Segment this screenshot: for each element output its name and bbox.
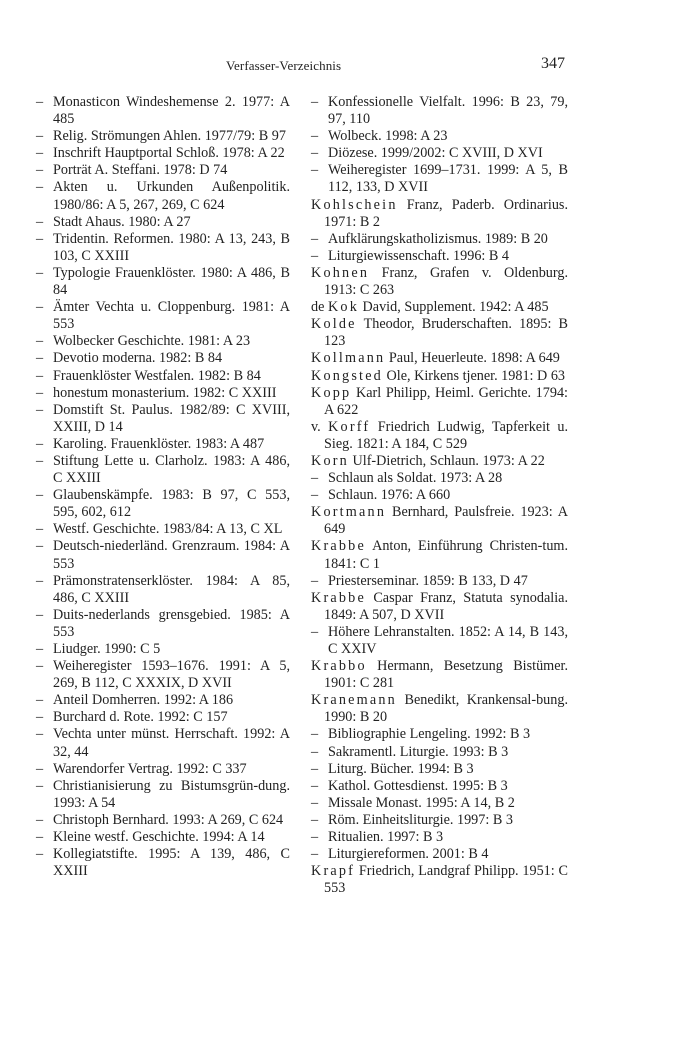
entry-text: Liturg. Bücher. 1994: B 3 bbox=[328, 760, 474, 777]
author-name: Kohlschein bbox=[311, 196, 398, 213]
dash-marker: – bbox=[36, 572, 44, 589]
entry-text: Priesterseminar. 1859: B 133, D 47 bbox=[328, 572, 528, 589]
dash-marker: – bbox=[311, 811, 319, 828]
dash-marker: – bbox=[36, 760, 44, 777]
entry-text: Friedrich, Landgraf Philipp. 1951: C 553 bbox=[324, 863, 568, 897]
entry-text: Liudger. 1990: C 5 bbox=[53, 641, 161, 657]
dash-marker: – bbox=[311, 94, 319, 110]
index-subentry bbox=[311, 846, 568, 863]
index-subentry bbox=[311, 829, 568, 846]
entry-text: Stadt Ahaus. 1980: A 27 bbox=[53, 213, 191, 230]
entry-text: Frauenklöster Westfalen. 1982: B 84 bbox=[53, 367, 261, 384]
index-subentry bbox=[36, 128, 290, 145]
entry-text: Monasticon Windeshemense 2. 1977: A 485 bbox=[53, 94, 290, 128]
entry-text: Tridentin. Reformen. 1980: A 13, 243, B 103, C XXIII bbox=[53, 230, 290, 264]
dash-marker: – bbox=[36, 333, 44, 350]
index-subentry bbox=[36, 692, 290, 709]
dash-marker: – bbox=[311, 230, 319, 247]
dash-marker: – bbox=[36, 435, 44, 452]
author-name: Krabbe bbox=[311, 538, 366, 555]
entry-text: Hermann, Besetzung Bistümer. 1901: C 281 bbox=[324, 658, 568, 692]
entry-text: Kleine westf. Geschichte. 1994: A 14 bbox=[53, 829, 265, 846]
index-entry bbox=[311, 504, 568, 538]
entry-text: Benedikt, Krankensal-bung. 1990: B 20 bbox=[324, 692, 568, 726]
entry-text: Weiheregister 1593–1676. 1991: A 5, 269, B 112, C XXXIX, D XVII bbox=[53, 658, 290, 692]
author-name: Kranemann bbox=[311, 692, 397, 709]
index-subentry bbox=[36, 265, 290, 299]
index-subentry bbox=[36, 658, 290, 692]
entry-text: Westf. Geschichte. 1983/84: A 13, C XL bbox=[53, 521, 283, 538]
author-name: Kok bbox=[327, 299, 359, 316]
index-subentry bbox=[311, 761, 568, 778]
entry-text: Burchard d. Rote. 1992: C 157 bbox=[53, 709, 228, 726]
dash-marker: – bbox=[36, 777, 44, 794]
dash-marker: – bbox=[36, 658, 44, 675]
entry-text: Ritualien. 1997: B 3 bbox=[328, 829, 444, 846]
index-subentry bbox=[36, 94, 290, 128]
entry-text: Kathol. Gottesdienst. 1995: B 3 bbox=[328, 777, 508, 794]
dash-marker: – bbox=[36, 538, 44, 555]
author-name: Krabbe bbox=[311, 589, 366, 606]
index-entry bbox=[311, 692, 568, 726]
entry-text: Relig. Strömungen Ahlen. 1977/79: B 97 bbox=[53, 128, 286, 145]
entry-text: Kollegiatstifte. 1995: A 139, 486, C XXIII bbox=[53, 846, 290, 880]
entry-text: Wolbeck. 1998: A 23 bbox=[328, 128, 448, 145]
dash-marker: – bbox=[36, 179, 44, 196]
dash-marker: – bbox=[311, 247, 319, 264]
entry-text: Anteil Domherren. 1992: A 186 bbox=[53, 692, 234, 709]
entry-text: David, Supplement. 1942: A 485 bbox=[359, 299, 549, 316]
entry-text: Missale Monast. 1995: A 14, B 2 bbox=[328, 794, 515, 811]
author-name: Kongsted bbox=[311, 367, 383, 384]
index-subentry bbox=[36, 829, 290, 846]
index-subentry bbox=[36, 162, 290, 179]
index-subentry bbox=[311, 624, 568, 658]
index-subentry bbox=[36, 573, 290, 607]
index-subentry bbox=[311, 795, 568, 812]
author-name: Kortmann bbox=[311, 504, 387, 521]
index-subentry bbox=[36, 521, 290, 538]
entry-text: Deutsch-niederländ. Grenzraum. 1984: A 553 bbox=[53, 538, 290, 572]
dash-marker: – bbox=[311, 145, 319, 162]
entry-text: Inschrift Hauptportal Schloß. 1978: A 22 bbox=[53, 145, 285, 162]
index-subentry bbox=[36, 487, 290, 521]
index-entry bbox=[311, 590, 568, 624]
entry-text: Warendorfer Vertrag. 1992: C 337 bbox=[53, 760, 247, 777]
dash-marker: – bbox=[311, 777, 319, 794]
entry-text: Liturgiewissenschaft. 1996: B 4 bbox=[328, 247, 510, 264]
entry-text: Devotio moderna. 1982: B 84 bbox=[53, 350, 223, 367]
index-entry bbox=[311, 350, 568, 367]
entry-text: Franz, Paderb. Ordinarius. 1971: B 2 bbox=[324, 196, 568, 230]
dash-marker: – bbox=[36, 350, 44, 367]
running-title: Verfasser-Verzeichnis bbox=[226, 58, 342, 73]
dash-marker: – bbox=[311, 128, 319, 145]
author-name: Korn bbox=[311, 452, 349, 469]
dash-marker: – bbox=[311, 470, 319, 487]
dash-marker: – bbox=[36, 606, 44, 623]
dash-marker: – bbox=[36, 452, 44, 469]
dash-marker: – bbox=[311, 726, 319, 743]
index-subentry bbox=[36, 402, 290, 436]
dash-marker: – bbox=[311, 743, 319, 760]
dash-marker: – bbox=[36, 487, 44, 504]
entry-text: Vechta unter münst. Herrschaft. 1992: A 32, 44 bbox=[53, 726, 290, 760]
index-subentry bbox=[311, 744, 568, 761]
index-subentry bbox=[36, 333, 290, 350]
index-subentry bbox=[36, 709, 290, 726]
dash-marker: – bbox=[36, 692, 44, 709]
entry-text: Akten u. Urkunden Außenpolitik. 1980/86: A 5, 267, 269, C 624 bbox=[53, 179, 290, 213]
index-subentry bbox=[311, 248, 568, 265]
index-subentry bbox=[311, 726, 568, 743]
dash-marker: – bbox=[36, 145, 44, 162]
entry-text: Schlaun als Soldat. 1973: A 28 bbox=[328, 470, 503, 487]
index-subentry bbox=[311, 573, 568, 590]
dash-marker: – bbox=[36, 384, 44, 401]
author-name: Kollmann bbox=[311, 350, 386, 367]
right-column bbox=[311, 94, 568, 897]
dash-marker: – bbox=[36, 726, 44, 743]
index-entry bbox=[311, 658, 568, 692]
index-subentry bbox=[36, 350, 290, 367]
entry-text: Christoph Bernhard. 1993: A 269, C 624 bbox=[53, 811, 284, 828]
entry-text: Bernhard, Paulsfreie. 1923: A 649 bbox=[324, 504, 568, 538]
running-head bbox=[0, 55, 700, 78]
index-entry bbox=[311, 197, 568, 231]
entry-text: Ämter Vechta u. Cloppenburg. 1981: A 553 bbox=[53, 299, 290, 333]
entry-text: Konfessionelle Vielfalt. 1996: B 23, 79, 97, 110 bbox=[328, 94, 568, 128]
index-subentry bbox=[36, 607, 290, 641]
dash-marker: – bbox=[311, 162, 319, 179]
entry-text: Schlaun. 1976: A 660 bbox=[328, 487, 451, 504]
author-prefix: v. bbox=[311, 418, 329, 435]
index-subentry bbox=[36, 368, 290, 385]
entry-text: Christianisierung zu Bistumsgrün-dung. 1993: A 54 bbox=[53, 777, 290, 811]
dash-marker: – bbox=[311, 623, 319, 640]
index-subentry bbox=[36, 641, 290, 658]
entry-text: Weiheregister 1699–1731. 1999: A 5, B 112, 133, D XVII bbox=[328, 162, 568, 196]
index-subentry bbox=[311, 145, 568, 162]
index-subentry bbox=[36, 214, 290, 231]
index-subentry bbox=[311, 487, 568, 504]
entry-text: Aufklärungskatholizismus. 1989: B 20 bbox=[328, 230, 548, 247]
entry-text: Stiftung Lette u. Clarholz. 1983: A 486, C XXIII bbox=[53, 452, 290, 487]
author-prefix: de bbox=[311, 299, 328, 316]
entry-text: Diözese. 1999/2002: C XVIII, D XVI bbox=[328, 145, 543, 162]
index-subentry bbox=[36, 538, 290, 572]
index-subentry bbox=[311, 778, 568, 795]
dash-marker: – bbox=[36, 162, 44, 179]
index-subentry bbox=[36, 231, 290, 265]
dash-marker: – bbox=[36, 128, 44, 145]
index-entry bbox=[311, 385, 568, 419]
entry-text: honestum monasterium. 1982: C XXIII bbox=[53, 384, 277, 401]
dash-marker: – bbox=[36, 213, 44, 230]
index-subentry bbox=[311, 470, 568, 487]
entry-text: Karoling. Frauenklöster. 1983: A 487 bbox=[53, 435, 265, 452]
index-entry bbox=[311, 265, 568, 299]
entry-text: Karl Philipp, Heiml. Gerichte. 1794: A 622 bbox=[324, 384, 568, 418]
entry-text: Anton, Einführung Christen-tum. 1841: C 1 bbox=[324, 538, 568, 572]
dash-marker: – bbox=[36, 641, 44, 657]
entry-text: Höhere Lehranstalten. 1852: A 14, B 143, C XXIV bbox=[328, 623, 568, 657]
dash-marker: – bbox=[311, 487, 319, 504]
entry-text: Franz, Grafen v. Oldenburg. 1913: C 263 bbox=[324, 264, 568, 299]
dash-marker: – bbox=[311, 846, 319, 863]
dash-marker: – bbox=[311, 829, 319, 846]
index-subentry bbox=[36, 846, 290, 880]
entry-text: Porträt A. Steffani. 1978: D 74 bbox=[53, 162, 228, 179]
index-entry bbox=[311, 453, 568, 470]
entry-text: Caspar Franz, Statuta synodalia. 1849: A 507, D XVII bbox=[324, 589, 568, 623]
index-entry bbox=[311, 316, 568, 350]
author-name: Krapf bbox=[311, 863, 356, 880]
index-subentry bbox=[36, 299, 290, 333]
dash-marker: – bbox=[36, 811, 44, 828]
index-subentry bbox=[311, 128, 568, 145]
index-entry bbox=[311, 419, 568, 453]
entry-text: Glaubenskämpfe. 1983: B 97, C 553, 595, 602, 612 bbox=[53, 487, 290, 521]
dash-marker: – bbox=[36, 367, 44, 384]
dash-marker: – bbox=[311, 794, 319, 811]
index-subentry bbox=[311, 812, 568, 829]
dash-marker: – bbox=[36, 299, 44, 316]
dash-marker: – bbox=[311, 760, 319, 777]
author-name: Kolde bbox=[311, 316, 357, 333]
author-name: Kopp bbox=[311, 384, 352, 401]
index-entry bbox=[311, 863, 568, 897]
dash-marker: – bbox=[36, 230, 44, 247]
author-name: Kohnen bbox=[311, 264, 370, 281]
entry-text: Wolbecker Geschichte. 1981: A 23 bbox=[53, 333, 251, 350]
entry-text: Duits-nederlands grensgebied. 1985: A 553 bbox=[53, 606, 290, 640]
index-subentry bbox=[36, 761, 290, 778]
index-subentry bbox=[311, 94, 568, 128]
index-subentry bbox=[36, 385, 290, 402]
entry-text: Sakramentl. Liturgie. 1993: B 3 bbox=[328, 743, 509, 760]
index-subentry bbox=[36, 145, 290, 162]
index-subentry bbox=[36, 778, 290, 812]
entry-text: Ulf-Dietrich, Schlaun. 1973: A 22 bbox=[348, 452, 545, 469]
entry-text: Domstift St. Paulus. 1982/89: C XVIII, XXIII, D 14 bbox=[53, 401, 290, 435]
entry-text: Prämonstratenserklöster. 1984: A 85, 486, C XXIII bbox=[53, 572, 290, 606]
index-subentry bbox=[36, 726, 290, 760]
dash-marker: – bbox=[36, 94, 44, 110]
index-entry bbox=[311, 368, 568, 385]
index-subentry bbox=[311, 162, 568, 196]
entry-text: Liturgiereformen. 2001: B 4 bbox=[328, 846, 489, 863]
dash-marker: – bbox=[36, 401, 44, 418]
index-subentry bbox=[36, 453, 290, 487]
page-number: 347 bbox=[541, 55, 565, 72]
dash-marker: – bbox=[36, 264, 44, 281]
index-entry bbox=[311, 299, 568, 316]
entry-text: Friedrich Ludwig, Tapferkeit u. Sieg. 1821: A 184, C 529 bbox=[324, 418, 568, 452]
dash-marker: – bbox=[36, 521, 44, 538]
index-subentry bbox=[36, 436, 290, 453]
dash-marker: – bbox=[36, 846, 44, 863]
index-subentry bbox=[36, 179, 290, 213]
index-subentry bbox=[36, 812, 290, 829]
index-entry bbox=[311, 538, 568, 572]
dash-marker: – bbox=[36, 709, 44, 726]
entry-text: Ole, Kirkens tjener. 1981: D 63 bbox=[382, 367, 566, 384]
index-subentry bbox=[311, 231, 568, 248]
entry-text: Röm. Einheitsliturgie. 1997: B 3 bbox=[328, 811, 513, 828]
entry-text: Typologie Frauenklöster. 1980: A 486, B 84 bbox=[53, 264, 290, 299]
dash-marker: – bbox=[311, 572, 319, 589]
author-name: Krabbo bbox=[311, 658, 367, 675]
entry-text: Bibliographie Lengeling. 1992: B 3 bbox=[328, 726, 531, 743]
entry-text: Paul, Heuerleute. 1898: A 649 bbox=[385, 350, 560, 367]
dash-marker: – bbox=[36, 829, 44, 846]
left-column bbox=[36, 94, 290, 880]
author-name: Korff bbox=[328, 418, 371, 435]
entry-text: Theodor, Bruderschaften. 1895: B 123 bbox=[324, 316, 568, 350]
